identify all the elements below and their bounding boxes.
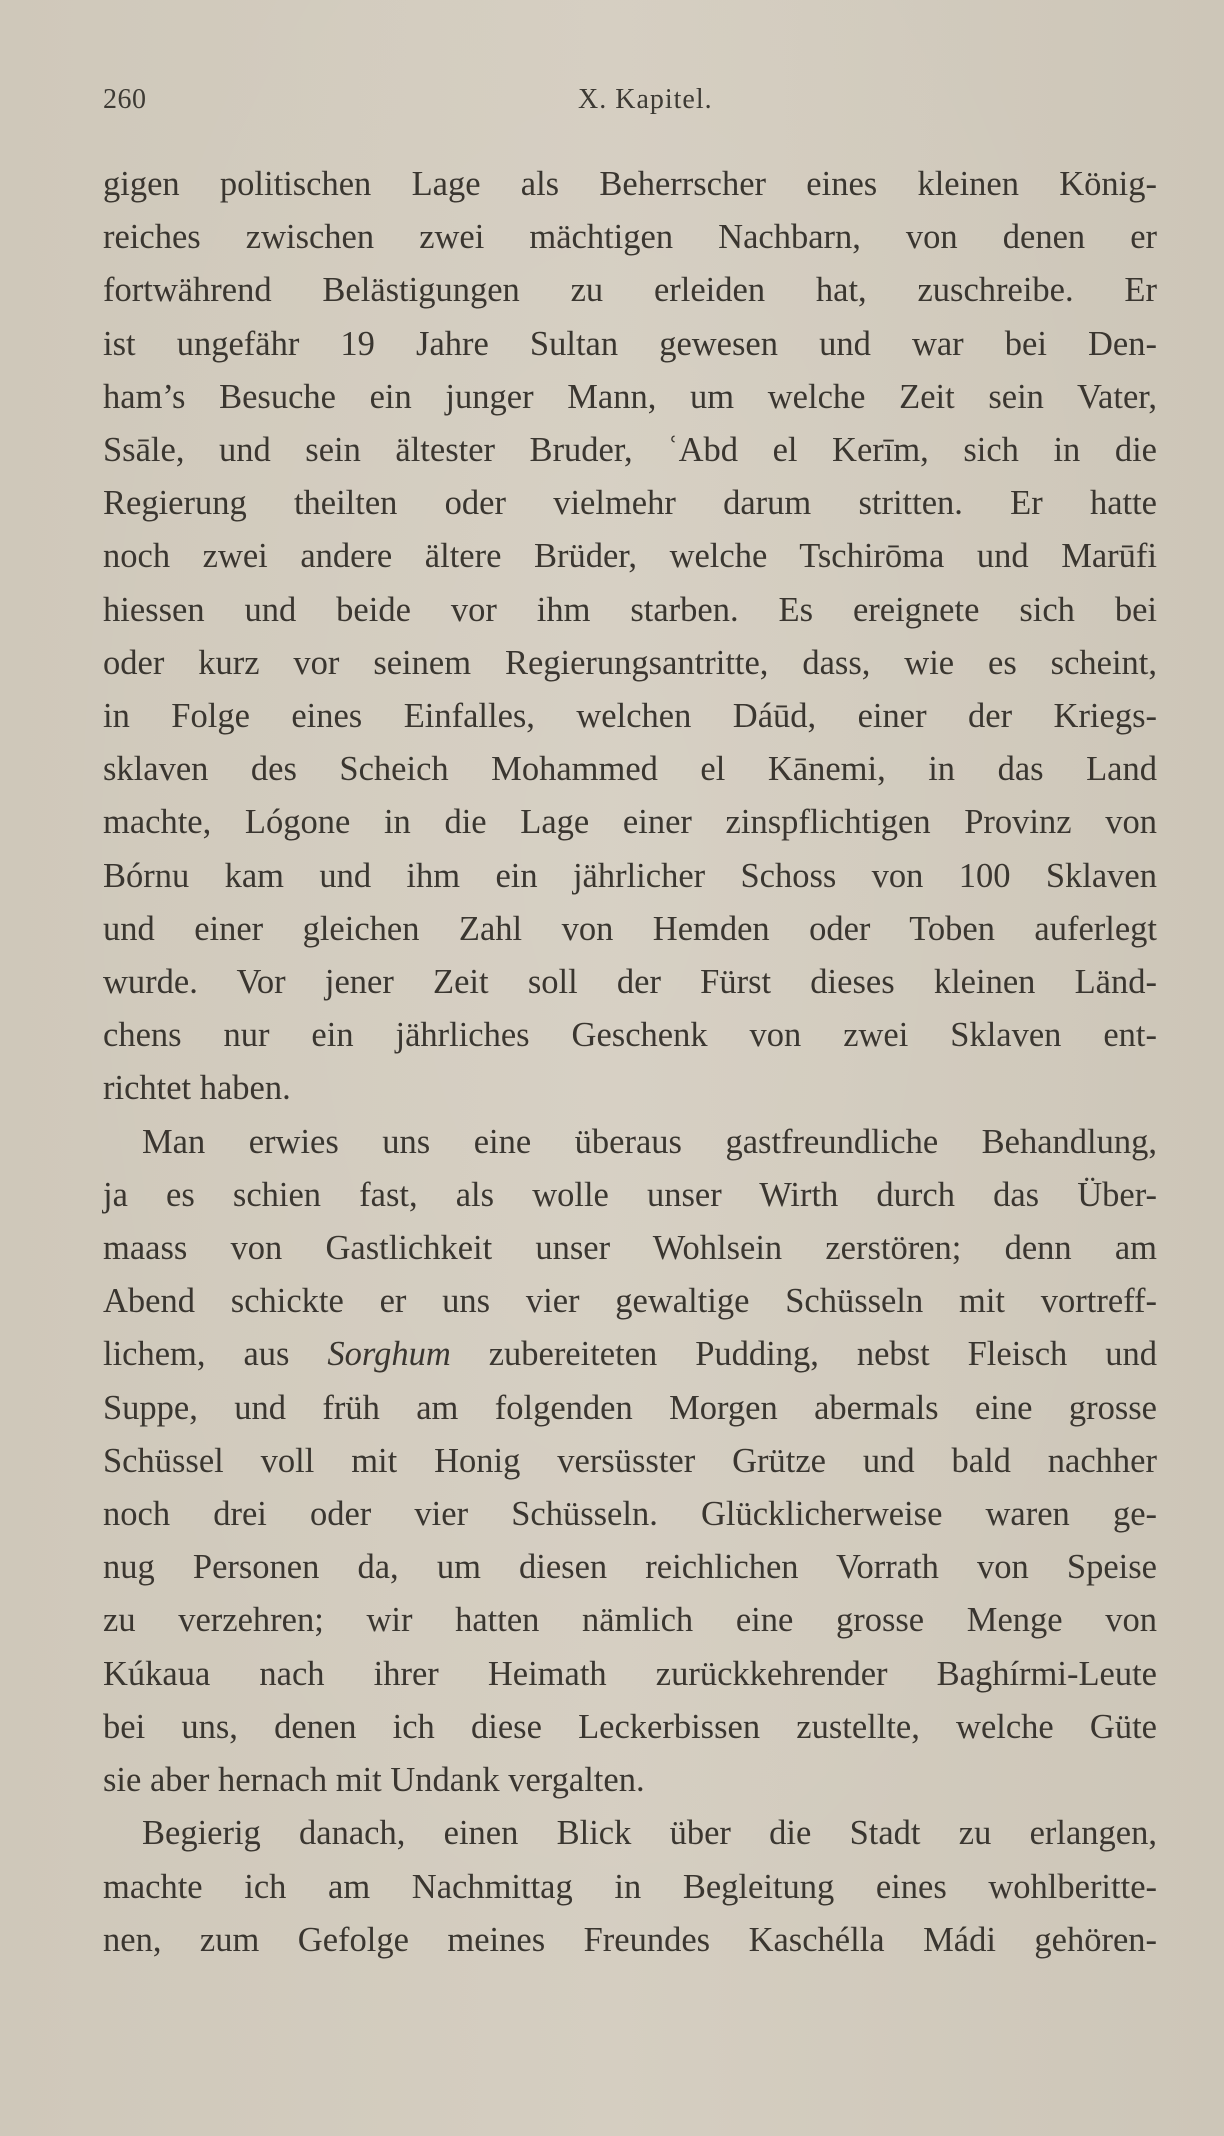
text-line: bei uns, denen ich diese Leckerbissen zustellte, welche Güte — [103, 1707, 1157, 1746]
text-line-first: Begierig danach, einen Blick über die Stadt zu erlangen, — [142, 1814, 1157, 1853]
text-line: hiessen und beide vor ihm starben. Es ereignete sich bei — [103, 590, 1157, 629]
text-line: Abend schickte er uns vier gewaltige Schüsseln mit vortreff- — [103, 1282, 1157, 1321]
text-line: noch zwei andere ältere Brüder, welche Tschirōma und Marūfi — [103, 537, 1157, 576]
text-line: wurde. Vor jener Zeit soll der Fürst dieses kleinen Länd- — [103, 963, 1157, 1002]
paragraph-1 — [103, 158, 1157, 1116]
text-line-last: richtet haben. — [103, 1069, 291, 1108]
text-line: chens nur ein jährliches Geschenk von zwei Sklaven ent- — [103, 1016, 1157, 1055]
text-line: zu verzehren; wir hatten nämlich eine grosse Menge von — [103, 1601, 1157, 1640]
text-line: nen, zum Gefolge meines Freundes Kaschélla Mádi gehören- — [103, 1920, 1157, 1959]
text-line: noch drei oder vier Schüsseln. Glücklicherweise waren ge- — [103, 1495, 1157, 1534]
italic-term: Sorghum — [327, 1335, 451, 1374]
text-line: machte, Lógone in die Lage einer zinspflichtigen Provinz von — [103, 803, 1157, 842]
text-line: Bórnu kam und ihm ein jährlicher Schoss von 100 Sklaven — [103, 856, 1157, 895]
running-head: X. Kapitel. — [578, 84, 713, 115]
text-line: in Folge eines Einfalles, welchen Dáūd, einer der Kriegs- — [103, 697, 1157, 736]
text-line-first: Man erwies uns eine überaus gastfreundliche Behandlung, — [142, 1122, 1157, 1161]
page-header — [103, 84, 1156, 128]
text-line: Regierung theilten oder vielmehr darum stritten. Er hatte — [103, 484, 1157, 523]
text-line: maass von Gastlichkeit unser Wohlsein zerstören; denn am — [103, 1229, 1157, 1268]
text-line: machte ich am Nachmittag in Begleitung eines wohlberitte- — [103, 1867, 1157, 1906]
text-line: Suppe, und früh am folgenden Morgen abermals eine grosse — [103, 1388, 1157, 1427]
text-line-with-italic — [103, 1328, 1157, 1381]
text-line-last: sie aber hernach mit Undank vergalten. — [103, 1761, 645, 1800]
body-text — [103, 158, 1157, 1967]
text-line: Schüssel voll mit Honig versüsster Grütze und bald nachher — [103, 1441, 1157, 1480]
page-number: 260 — [103, 84, 147, 115]
paragraph-3 — [103, 1807, 1157, 1967]
text-line: sklaven des Scheich Mohammed el Kānemi, in das Land — [103, 750, 1157, 789]
text-line: fortwährend Belästigungen zu erleiden hat, zuschreibe. Er — [103, 271, 1157, 310]
text-line: ham’s Besuche ein junger Mann, um welche Zeit sein Vater, — [103, 377, 1157, 416]
text-line: ist ungefähr 19 Jahre Sultan gewesen und war bei Den- — [103, 324, 1157, 363]
text-line: oder kurz vor seinem Regierungsantritte, dass, wie es scheint, — [103, 643, 1157, 682]
text-run: lichem, aus — [103, 1335, 328, 1374]
text-line: nug Personen da, um diesen reichlichen Vorrath von Speise — [103, 1548, 1157, 1587]
text-run: zubereiteten Pudding, nebst Fleisch und — [450, 1335, 1157, 1374]
paragraph-2 — [103, 1116, 1157, 1808]
text-line: gigen politischen Lage als Beherrscher eines kleinen König- — [103, 165, 1157, 203]
text-line: reiches zwischen zwei mächtigen Nachbarn, von denen er — [103, 218, 1157, 257]
text-line: Ssāle, und sein ältester Bruder, ʿAbd el Kerīm, sich in die — [103, 431, 1157, 470]
text-line: Kúkaua nach ihrer Heimath zurückkehrender Baghírmi-Leute — [103, 1654, 1157, 1693]
text-line: und einer gleichen Zahl von Hemden oder Toben auferlegt — [103, 909, 1157, 948]
text-line: ja es schien fast, als wolle unser Wirth durch das Über- — [103, 1175, 1157, 1214]
